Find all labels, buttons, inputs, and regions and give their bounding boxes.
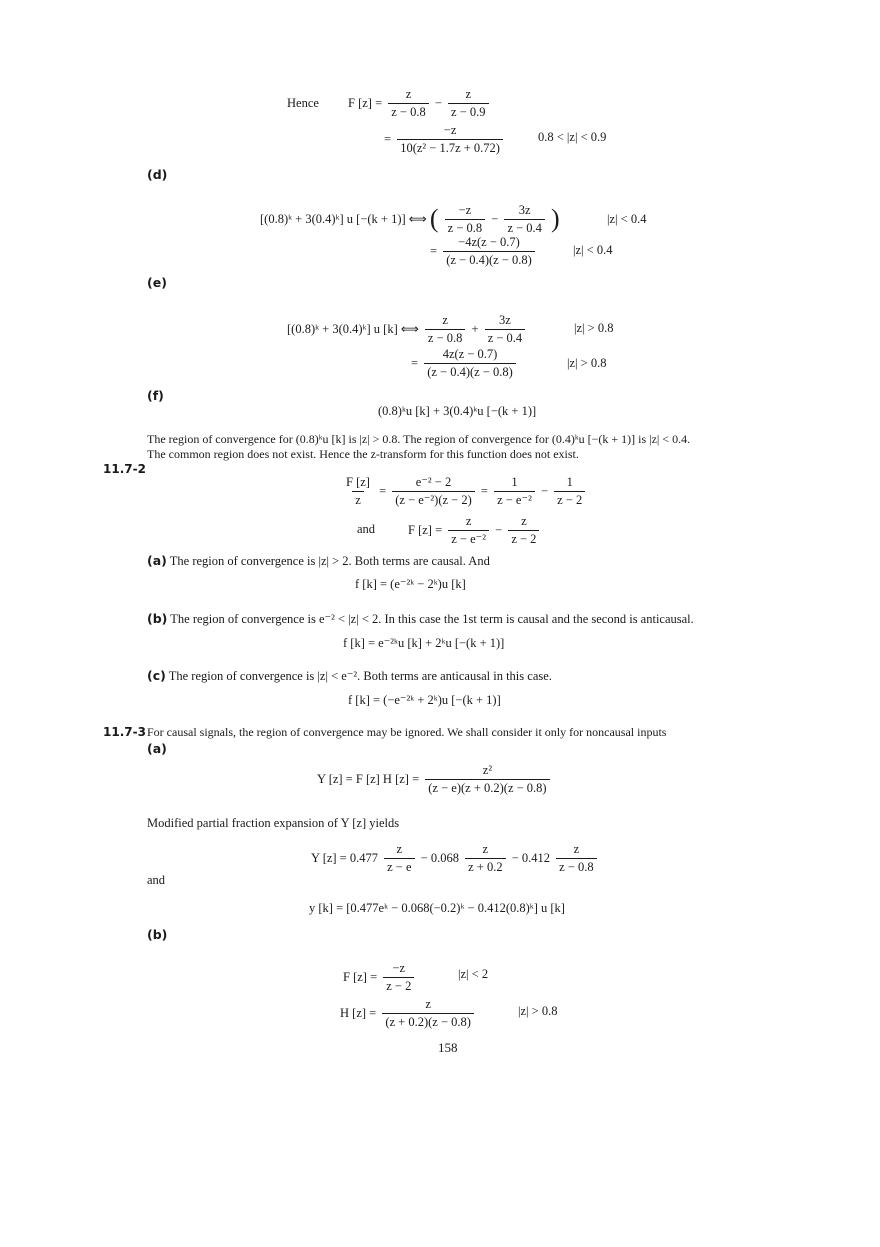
fraction: $\frac{-4z(z - 0.7)}{(z - 0.4)(z - 0.8)}$ <box>443 236 535 266</box>
part-label-a: (a) <box>147 741 167 756</box>
equation-f: (0.8)ᵏu [k] + 3(0.4)ᵏu [−(k + 1)] <box>378 404 537 418</box>
fraction: $\frac{z}{z - 2}$ <box>508 515 539 545</box>
part-label-f: (f) <box>147 388 164 403</box>
and-label: and <box>357 522 376 536</box>
operator: − <box>540 483 549 498</box>
fraction: $\frac{\text{e⁻² − 2}}{\text{(z − e⁻²)(z − 2)}}$ <box>392 476 475 506</box>
coefficient: − 0.068 <box>420 850 459 865</box>
fraction: $\frac{3z}{z - 0.4}$ <box>504 204 544 234</box>
fraction: $\frac{F [z]}{z}$ <box>346 475 370 507</box>
equation-d-line1 <box>260 204 560 234</box>
fraction: $\frac{z}{z - e}$ <box>384 843 414 873</box>
fraction: $\frac{-z}{z - 2}$ <box>383 962 414 992</box>
paragraph-f-line1: The region of convergence for (0.8)ᵏu [k] is |z| > 0.8. The region of convergence for (0.4)ᵏu [−(k + 1)] is |z| < 0.4. <box>147 432 691 446</box>
eq-lhs: H [z] = <box>340 1005 377 1020</box>
operator: = <box>379 483 387 498</box>
eq-lhs: F [z] = <box>348 95 383 110</box>
coefficient: − 0.412 <box>511 850 551 865</box>
paragraph-modified: Modified partial fraction expansion of Y [z] yields <box>147 816 400 830</box>
equation-hence-line1 <box>348 88 492 118</box>
equation-b: f [k] = e⁻²ᵏu [k] + 2ᵏu [−(k + 1)] <box>343 636 505 650</box>
fraction: $\frac{1}{\text{z − e⁻²}}$ <box>494 476 535 506</box>
part-label-a: (a) <box>147 553 167 568</box>
fraction: $\frac{z}{z - 0.8}$ <box>425 314 465 344</box>
fraction: $\frac{1}{z - 2}$ <box>554 476 585 506</box>
paragraph-b <box>147 611 694 627</box>
fraction: $\frac{-z}{z - 0.8}$ <box>445 204 485 234</box>
page-number: 158 <box>438 1040 458 1055</box>
paren-close: ) <box>551 204 560 233</box>
operator: − <box>495 522 503 537</box>
roc-label: |z| < 2 <box>458 967 489 981</box>
equation-d-line2 <box>430 236 538 266</box>
part-label-c: (c) <box>147 668 166 683</box>
part-label-b: (b) <box>147 611 168 626</box>
equation-e-line2 <box>411 348 519 378</box>
part-label-b: (b) <box>147 927 168 942</box>
paragraph-f-line2: The common region does not exist. Hence the z-transform for this function does not exist. <box>147 447 579 461</box>
paren-open: ( <box>429 204 439 233</box>
fraction: $\frac{z}{(z + 0.2)(z - 0.8)}$ <box>382 998 474 1028</box>
eq-lhs: F [z] = <box>343 969 378 984</box>
operator: = <box>430 243 438 258</box>
paragraph-b-text: The region of convergence is e⁻² < |z| < 2. In this case the 1st term is causal and the second is anticausal. <box>170 612 694 626</box>
equation-11-7-2-line2 <box>408 515 542 545</box>
eq-lhs: Y [z] = 0.477 <box>311 850 378 865</box>
problem-number: 11.7-3 <box>103 725 146 739</box>
fraction: $\frac{z}{z - 0.8}$ <box>556 843 596 873</box>
equation-y-k: y [k] = [0.477eᵏ − 0.068(−0.2)ᵏ − 0.412(0.8)ᵏ] u [k] <box>309 901 565 915</box>
roc-label: |z| < 0.4 <box>607 212 647 226</box>
part-label-e: (e) <box>147 275 167 290</box>
equation-e-line1 <box>287 314 528 344</box>
eq-lhs: [(0.8)ᵏ + 3(0.4)ᵏ] u [k] ⟺ <box>287 321 419 336</box>
operator: = <box>384 131 392 146</box>
operator: − <box>434 95 442 110</box>
operator: = <box>480 483 488 498</box>
equation-a: f [k] = (e⁻²ᵏ − 2ᵏ)u [k] <box>355 577 466 591</box>
equation-y-z <box>317 764 553 794</box>
and-label: and <box>147 873 166 887</box>
fraction: $\frac{4z(z - 0.7)}{(z - 0.4)(z - 0.8)}$ <box>424 348 516 378</box>
equation-11-7-2-line1 <box>340 476 588 506</box>
fraction: $\frac{\text{z²}}{(z - e)(z + 0.2)(z - 0.8)}$ <box>425 764 549 794</box>
roc-label: |z| > 0.8 <box>518 1004 558 1018</box>
roc-label: |z| < 0.4 <box>573 243 613 257</box>
paragraph-c <box>147 668 552 684</box>
paragraph-a <box>147 553 490 569</box>
fraction: $\frac{z}{z + 0.2}$ <box>465 843 505 873</box>
fraction: $\frac{-z}{\text{10(z² − 1.7z + 0.72)}}$ <box>397 124 503 154</box>
paragraph-intro: For causal signals, the region of convergence may be ignored. We shall consider it only for noncausal inputs <box>147 725 667 739</box>
operator: + <box>471 321 479 336</box>
roc-label: 0.8 < |z| < 0.9 <box>538 130 607 144</box>
operator: − <box>491 211 499 226</box>
fraction: $\frac{z}{z - 0.8}$ <box>388 88 428 118</box>
fraction: $\frac{z}{z - 0.9}$ <box>448 88 488 118</box>
fraction: $\frac{z}{\text{z − e⁻²}}$ <box>448 515 489 545</box>
eq-lhs: F [z] = <box>408 522 443 537</box>
problem-number: 11.7-2 <box>103 462 146 476</box>
equation-f-z <box>343 962 417 992</box>
fraction: $\frac{3z}{z - 0.4}$ <box>485 314 525 344</box>
eq-lhs: [(0.8)ᵏ + 3(0.4)ᵏ] u [−(k + 1)] ⟺ <box>260 211 427 226</box>
equation-c: f [k] = (−e⁻²ᵏ + 2ᵏ)u [−(k + 1)] <box>348 693 501 707</box>
equation-h-z <box>340 998 477 1028</box>
paragraph-a-text: The region of convergence is |z| > 2. Both terms are causal. And <box>169 554 490 568</box>
operator: = <box>411 355 419 370</box>
roc-label: |z| > 0.8 <box>574 321 614 335</box>
part-label-d: (d) <box>147 167 168 182</box>
equation-partial-fraction <box>311 843 600 873</box>
roc-label: |z| > 0.8 <box>567 356 607 370</box>
equation-hence-line2 <box>384 124 506 154</box>
paragraph-c-text: The region of convergence is |z| < e⁻². Both terms are anticausal in this case. <box>168 669 552 683</box>
hence-label: Hence <box>287 96 319 110</box>
eq-lhs: Y [z] = F [z] H [z] = <box>317 771 420 786</box>
